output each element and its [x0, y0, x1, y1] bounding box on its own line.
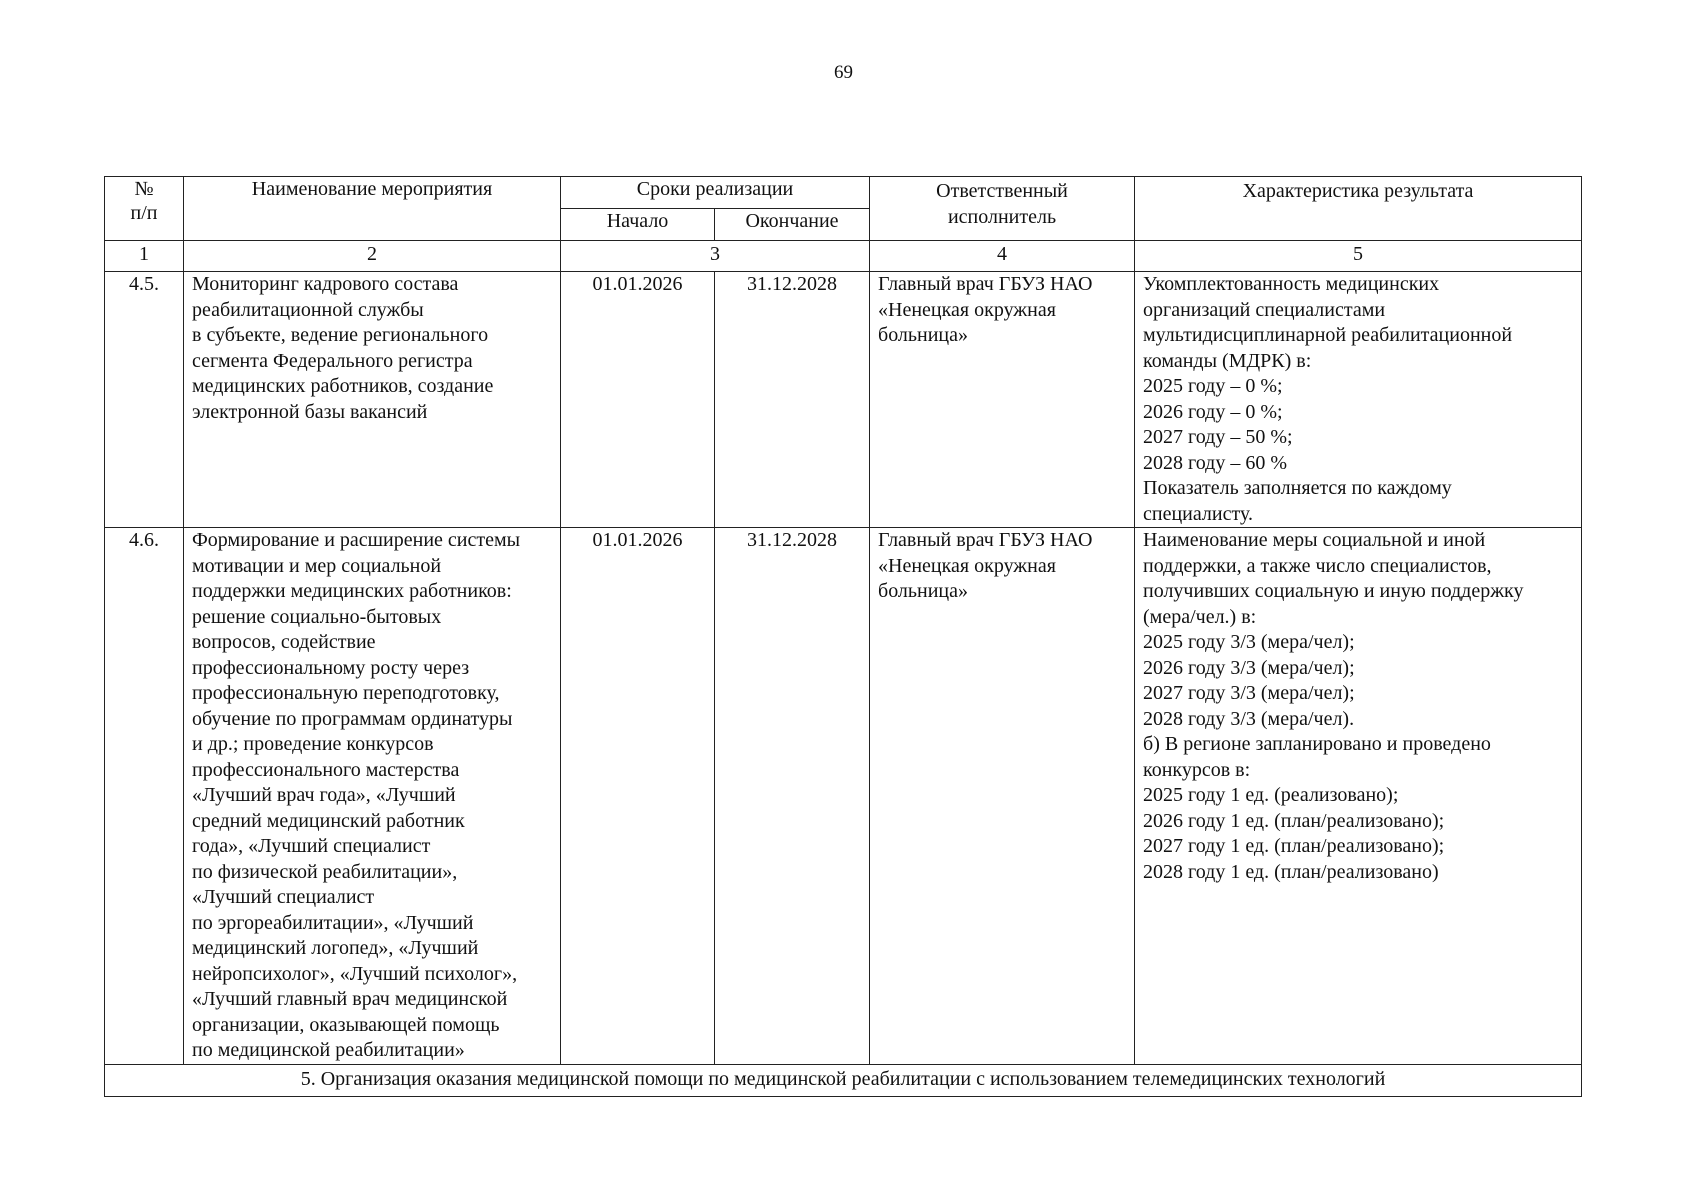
text-line: Наименование меры социальной и иной — [1143, 529, 1486, 551]
text-line: реабилитационной службы — [192, 298, 424, 321]
text-line: электронной базы вакансий — [192, 400, 428, 423]
section-row — [105, 1065, 1582, 1097]
text-line: команды (МДРК) в: — [1143, 349, 1312, 372]
text-line: 2026 году 3/3 (мера/чел); — [1143, 656, 1355, 679]
text-line: профессиональному росту через — [192, 656, 470, 679]
text-line: больница» — [878, 324, 969, 346]
header-start: Начало — [561, 209, 715, 241]
end-date: 31.12.2028 — [715, 272, 870, 528]
text-line: Главный врач ГБУЗ НАО — [878, 273, 1093, 295]
text-line: б) В регионе запланировано и проведено — [1143, 733, 1491, 755]
column-number: 4 — [870, 241, 1135, 272]
table-row — [105, 528, 1582, 1065]
text-line: «Лучший главный врач медицинской — [192, 988, 508, 1010]
header-num — [105, 177, 184, 241]
header-num-line: п/п — [130, 202, 158, 224]
row-number: 4.6. — [105, 528, 184, 1065]
text-line: «Лучший врач года», «Лучший — [192, 784, 456, 806]
text-line: по эргореабилитации», «Лучший — [192, 911, 474, 934]
text-line: Показатель заполняется по каждому — [1143, 477, 1452, 499]
text-line: организаций специалистами — [1143, 298, 1386, 321]
text-line: сегмента Федерального регистра — [192, 349, 473, 372]
text-line: 2027 году 1 ед. (план/реализовано); — [1143, 835, 1445, 857]
text-line: 2028 году 1 ед. (план/реализовано) — [1143, 860, 1439, 883]
text-line: 2028 году 3/3 (мера/чел). — [1143, 707, 1355, 730]
text-line: и др.; проведение конкурсов — [192, 733, 434, 755]
text-line: 2027 году – 50 %; — [1143, 426, 1293, 448]
header-responsible-line: исполнитель — [947, 205, 1057, 228]
text-line: по физической реабилитации», — [192, 860, 458, 883]
text-line: 2027 году 3/3 (мера/чел); — [1143, 682, 1355, 704]
text-line: мультидисциплинарной реабилитационной — [1143, 324, 1513, 346]
activities-table — [104, 176, 1582, 1097]
text-line: «Ненецкая окружная — [878, 298, 1056, 321]
text-line: поддержки, а также число специалистов, — [1143, 554, 1492, 577]
table-row — [105, 272, 1582, 528]
text-line: больница» — [878, 580, 969, 602]
text-line: 2028 году – 60 % — [1143, 451, 1287, 474]
text-line: вопросов, содействие — [192, 631, 376, 653]
text-line: специалисту. — [1143, 502, 1253, 525]
text-line: средний медицинский работник — [192, 809, 465, 832]
text-line: «Лучший специалист — [192, 886, 375, 908]
text-line: нейропсихолог», «Лучший психолог», — [192, 962, 518, 985]
text-line: конкурсов в: — [1143, 758, 1251, 781]
text-line: 2025 году 1 ед. (реализовано); — [1143, 784, 1399, 806]
text-line: Формирование и расширение системы — [192, 529, 521, 551]
result — [1135, 272, 1582, 528]
responsible — [870, 528, 1135, 1065]
text-line: обучение по программам ординатуры — [192, 707, 513, 730]
text-line: «Ненецкая окружная — [878, 554, 1056, 577]
end-date: 31.12.2028 — [715, 528, 870, 1065]
header-end: Окончание — [715, 209, 870, 241]
text-line: получивших социальную и иную поддержку — [1143, 580, 1524, 602]
section-title: 5. Организация оказания медицинской помощи по медицинской реабилитации с использованием телемедицинских технологий — [105, 1065, 1582, 1097]
text-line: года», «Лучший специалист — [192, 835, 431, 857]
text-line: медицинский логопед», «Лучший — [192, 937, 479, 959]
text-line: профессиональную переподготовку, — [192, 682, 500, 704]
header-responsible-line: Ответственный — [936, 180, 1068, 202]
text-line: организации, оказывающей помощь — [192, 1013, 500, 1036]
header-result: Характеристика результата — [1135, 177, 1582, 241]
text-line: по медицинской реабилитации» — [192, 1039, 465, 1061]
header-num-line: № — [134, 178, 154, 200]
result — [1135, 528, 1582, 1065]
column-number: 2 — [184, 241, 561, 272]
text-line: (мера/чел.) в: — [1143, 605, 1257, 628]
text-line: в субъекте, ведение регионального — [192, 324, 489, 346]
text-line: поддержки медицинских работников: — [192, 580, 512, 602]
header-responsible — [870, 177, 1135, 241]
text-line: 2026 году 1 ед. (план/реализовано); — [1143, 809, 1445, 832]
table-header-row — [105, 177, 1582, 209]
text-line: Укомплектованность медицинских — [1143, 273, 1440, 295]
text-line: Главный врач ГБУЗ НАО — [878, 529, 1093, 551]
text-line: 2025 году 3/3 (мера/чел); — [1143, 631, 1355, 653]
activity-name — [184, 528, 561, 1065]
responsible — [870, 272, 1135, 528]
row-number: 4.5. — [105, 272, 184, 528]
text-line: решение социально-бытовых — [192, 605, 442, 628]
text-line: 2026 году – 0 %; — [1143, 400, 1283, 423]
page-number: 69 — [834, 62, 853, 83]
text-line: 2025 году – 0 %; — [1143, 375, 1283, 397]
header-terms: Сроки реализации — [561, 177, 870, 209]
column-number: 3 — [561, 241, 870, 272]
header-name: Наименование мероприятия — [184, 177, 561, 241]
activity-name — [184, 272, 561, 528]
column-numbers-row — [105, 241, 1582, 272]
text-line: медицинских работников, создание — [192, 375, 494, 397]
start-date: 01.01.2026 — [561, 528, 715, 1065]
text-line: мотивации и мер социальной — [192, 554, 442, 577]
column-number: 5 — [1135, 241, 1582, 272]
column-number: 1 — [105, 241, 184, 272]
text-line: Мониторинг кадрового состава — [192, 273, 459, 295]
text-line: профессионального мастерства — [192, 758, 460, 781]
start-date: 01.01.2026 — [561, 272, 715, 528]
